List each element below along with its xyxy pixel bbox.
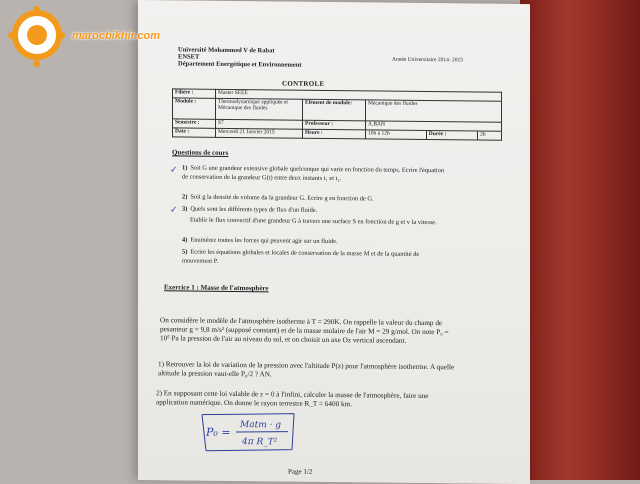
watermark-dot-icon bbox=[8, 32, 15, 39]
question-item: 2) Soit g la densité de volume da la grandeur G. Ecrire g en fonction de G. bbox=[182, 193, 374, 203]
exercise-question-2: 2) En supposant cette loi valable de z = 0 à l'infini, calculer la masse de l'atmosphère, faire une application numérique. On donne le rayon terrestre R_T = 6400 km. bbox=[156, 389, 429, 409]
department-name: Département Energétique et Environnement bbox=[178, 60, 302, 69]
duree-label: Durée : bbox=[426, 131, 477, 141]
element-value: Mécanique des fluides bbox=[366, 100, 502, 122]
check-mark-icon: ✓ bbox=[170, 204, 178, 215]
module-value: Thermodynamique appliquée et Mécanique des fluides bbox=[216, 98, 303, 120]
element-label: Elément de module: bbox=[303, 99, 366, 121]
formula-lhs: P₀ = bbox=[206, 425, 231, 439]
date-value: Mercredi 21 Janvier 2015 bbox=[216, 128, 303, 138]
watermark-text: marocbikhir.com bbox=[72, 30, 161, 42]
exercise-heading: Exercice 1 : Masse de l'atmosphère bbox=[164, 283, 269, 293]
heure-value: 10h à 12h bbox=[366, 130, 427, 140]
professeur-value: A.BAH bbox=[366, 121, 502, 131]
question-item: Etablir le flux convectif d'une grandeur G à travers une surface S en fonction de g et v la vitesse. bbox=[190, 216, 437, 227]
filiere-value: Master SEEE bbox=[216, 89, 502, 101]
fraction-bar bbox=[236, 431, 288, 433]
watermark-logo bbox=[6, 6, 206, 66]
watermark-dot-icon bbox=[33, 60, 40, 67]
filiere-label: Filière : bbox=[173, 89, 216, 98]
semestre-value: S7 bbox=[216, 119, 303, 129]
handwritten-formula bbox=[196, 409, 300, 454]
wooden-background bbox=[520, 0, 640, 480]
exam-info-table bbox=[172, 88, 502, 140]
academic-year: Année Universitaire 2014- 2015 bbox=[392, 56, 464, 64]
professeur-label: Professeur : bbox=[303, 120, 366, 130]
school-name: ENSET bbox=[178, 53, 200, 61]
heure-label: Heure : bbox=[303, 129, 366, 139]
formula-numerator: Matm · g bbox=[240, 420, 282, 431]
questions-heading: Questions de cours bbox=[172, 148, 229, 157]
watermark-dot-icon bbox=[58, 32, 65, 39]
date-label: Date : bbox=[173, 128, 216, 137]
module-label: Module : bbox=[173, 98, 216, 119]
exercise-question-1: 1) Retrouver la loi de variation de la pression avec l'altitude P(z) pour l'atmosphère isotherme. A quelle altitude la pression vaut-elle P₀/2 ? AN. bbox=[158, 360, 455, 379]
watermark-ring-icon bbox=[12, 10, 62, 60]
exam-sheet bbox=[138, 0, 530, 484]
question-item: 4) Enumérez toutes les forces qui peuvent agir sur un fluide. bbox=[182, 236, 338, 246]
university-name: Université Mohammed V de Rabat bbox=[178, 46, 275, 55]
watermark-dot-icon bbox=[33, 6, 40, 13]
exercise-intro: On considère le modèle de l'atmosphère isotherme à T = 290K. On rappelle la valeur du champ de pesanteur g = 9,8 m/s² (supposé constant) et de la masse molaire de l'air M = 29 g/mol. On note P₀ = 10⁵ Pa la pression de l'air au niveau du sol, et on choisit un axe Oz vertical ascendant. bbox=[160, 316, 449, 346]
page-title: CONTROLE bbox=[282, 79, 325, 88]
question-item: 5) Ecrire les équations globales et locales de conservation de la masse M et de la quantité de mouvement P. bbox=[182, 248, 420, 265]
check-mark-icon: ✓ bbox=[170, 164, 178, 175]
duree-value: 2h bbox=[478, 131, 502, 140]
formula-denominator: 4π R_T² bbox=[242, 437, 278, 448]
question-item: 1) Soit G une grandeur extensive globale quelconque qui varie en fonction du temps. Ecrire l'équation de conservation de la grandeur G(t) entre deux instants t₁ et t₂. bbox=[182, 164, 445, 182]
page-number: Page 1/2 bbox=[288, 467, 313, 476]
semestre-label: Semestre : bbox=[173, 119, 216, 128]
question-item: 3) Quels sont les différents types de flux d'un fluide. bbox=[182, 205, 318, 214]
